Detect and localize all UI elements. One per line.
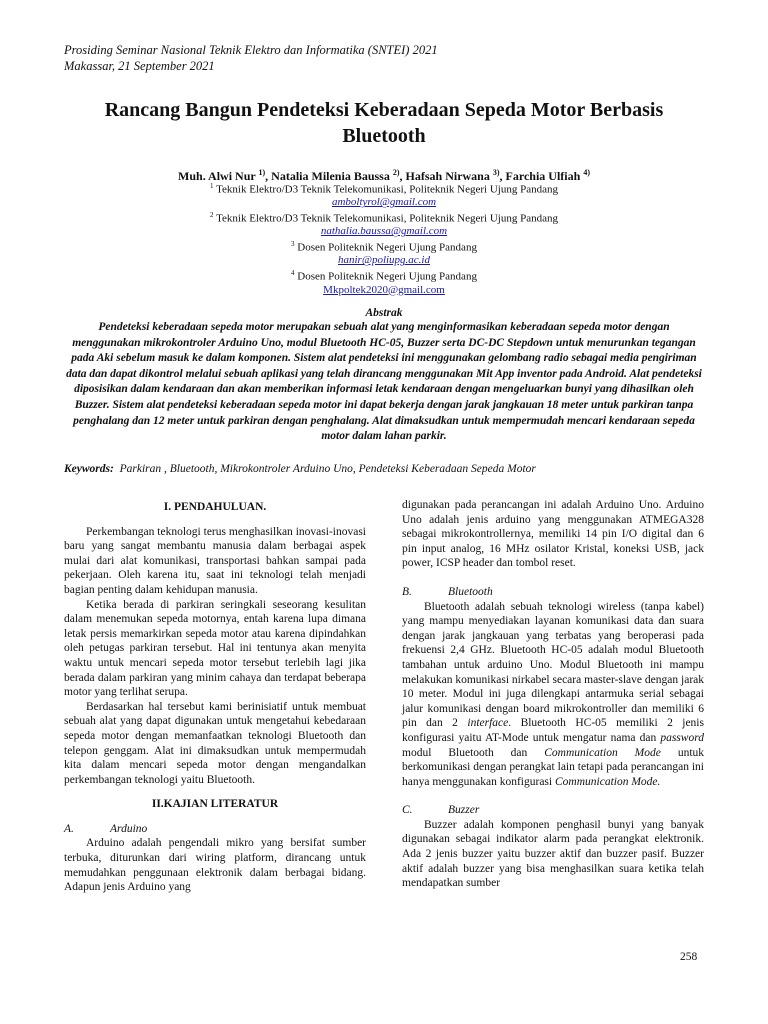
title-line-1: Rancang Bangun Pendeteksi Keberadaan Sepeda Motor Berbasis bbox=[104, 99, 664, 121]
subsection-number: C. bbox=[402, 804, 413, 817]
author-sup: 3) bbox=[492, 168, 500, 177]
paragraph: Perkembangan teknologi terus menghasilkan inovasi-inovasi baru yang sangat membantu manusia dalam berbagai aspek mulai dari alat komunikasi, transportasi bahkan sampai pada pekerjaan. Oleh karena itu, saat ini teknologi telah menjadi bagian penting dalam kehidupan manusia. bbox=[64, 525, 366, 596]
keywords bbox=[64, 462, 704, 477]
affiliation-sup: 1 bbox=[210, 182, 214, 190]
subsection-number: A. bbox=[64, 822, 74, 835]
affiliation-sup: 4 bbox=[291, 269, 295, 278]
subsection-title: Bluetooth bbox=[448, 585, 493, 598]
affiliation-text: Teknik Elektro/D3 Teknik Telekomunikasi, Politeknik Negeri Ujung Pandang bbox=[216, 183, 558, 196]
right-column bbox=[402, 498, 704, 891]
affiliation bbox=[64, 209, 704, 225]
author-sup: 4) bbox=[583, 168, 590, 177]
subsection-heading bbox=[64, 822, 366, 837]
paragraph: Bluetooth adalah sebuah teknologi wireless (tanpa kabel) yang mampu menyediakan layanan komunikasi data dan suara dengan jarak jangkauan yang terbatas yang beroperasi pada frekuensi 2,4 GHz. Bluetooth HC-05 adalah modul Bluetooth tambahan untuk arduino Uno. Modul Bluetooth ini mampu melakukan komunikasi nirkabel secara master-slave dengan jarak 10 meter. Modul ini juga dilengkapi antarmuka serial sebagai jalur komunikasi dengan board mikrokontroller dan memiliki 6 pin dan 2 interface. Bluetooth HC-05 memiliki 2 jenis konfigurasi yaitu AT-Mode untuk mengatur nama dan password modul Bluetooth dan Communication Mode untuk berkomunikasi dengan perangkat lain tetapi pada perancangan ini hanya menggunakan konfigurasi Communication Mode. bbox=[402, 600, 705, 788]
author-email-link[interactable]: nathalia.baussa@gmail.com bbox=[320, 225, 448, 238]
paragraph: Arduino adalah pengendali mikro yang bersifat sumber terbuka, diturunkan dari wiring platform, dirancang untuk memudahkan penggunaan elektronik dalam berbagai bidang. Adapun jenis Arduino yang bbox=[64, 837, 366, 894]
page-number: 258 bbox=[680, 951, 698, 963]
title-line-2: Bluetooth bbox=[342, 125, 426, 147]
left-column bbox=[64, 500, 366, 895]
section-heading: II.KAJIAN LITERATUR bbox=[151, 798, 279, 811]
affiliation bbox=[64, 267, 704, 283]
proceedings-header bbox=[64, 42, 438, 74]
affiliation-sup: 2 bbox=[210, 211, 214, 220]
abstract-heading: Abstrak bbox=[365, 307, 403, 319]
paragraph: Buzzer adalah komponen penghasil bunyi yang banyak digunakan sebagai indikator alarm pada perangkat elektronik. Ada 2 jenis buzzer yaitu buzzer aktif dan buzzer pasif. Buzzer aktif adalah buzzer yang bisa menghasilkan suara ketika telah mendapatkan sumber bbox=[402, 818, 704, 890]
paragraph: Ketika berada di parkiran seringkali seseorang kesulitan dalam menemukan sepeda motornya, entah karena lupa dimana letak persis memarkirkan sepeda motor atau karena dipindahkan oleh petugas parkiran tersebut. Hal ini tentunya akan menyita waktu untuk mencari sepeda motor tersebut terlebih lagi jika berada dalam parkiran yang minim cahaya dan terdapat beberapa motor yang terlihat serupa. bbox=[64, 598, 366, 699]
affiliation-list bbox=[64, 180, 704, 296]
author-email-link[interactable]: Mkpoltek2020@gmail.com bbox=[323, 283, 445, 296]
author-sup: 2) bbox=[392, 168, 400, 177]
affiliation-sup: 3 bbox=[291, 240, 295, 249]
paragraph: Berdasarkan hal tersebut kami berinisiatif untuk membuat sebuah alat yang dapat digunakan untuk mengetahui kebedaraan sepeda motor dengan memanfaatkan teknologi Bluetooth dan telepon genggam. Alat ini dimaksudkan untuk mempermudah kita dalam mencari sepeda motor dengan mengandalkan perkembangan teknologi yaitu Bluetooth. bbox=[64, 700, 366, 786]
author-name: Hafsah Nirwana bbox=[405, 169, 490, 183]
paper-title bbox=[64, 97, 704, 149]
subsection-title: Arduino bbox=[110, 822, 148, 835]
author-sup: 1) bbox=[258, 168, 266, 177]
subsection-number: B. bbox=[402, 585, 412, 598]
affiliation bbox=[64, 180, 704, 196]
affiliation-text: Dosen Politeknik Negeri Ujung Pandang bbox=[297, 241, 477, 254]
section-heading: I. PENDAHULUAN. bbox=[163, 501, 267, 513]
affiliation-text: Dosen Politeknik Negeri Ujung Pandang bbox=[297, 270, 477, 283]
author-name: Farchia Ulfiah bbox=[505, 169, 581, 183]
affiliation bbox=[64, 238, 704, 254]
keywords-label: Keywords: bbox=[64, 463, 114, 475]
paragraph: digunakan pada perancangan ini adalah Arduino Uno. Arduino Uno adalah jenis arduino yang menggunakan ATMEGA328 sebagai mikrokontrollernya, memiliki 14 pin I/O digital dan 6 pin input analog, 16 MHz osilator Kristal, koneksi USB, jack power, ICSP header dan tombol reset. bbox=[402, 499, 704, 570]
subsection-heading bbox=[402, 803, 704, 818]
author-list: Muh. Alwi Nur $^{1)}$, Natalia Milenia Baussa $^{2)}$, Hafsah Nirwana $^{3)}$, Farchia Ulfiah $^{4)}$ bbox=[178, 168, 590, 183]
keywords-text: Parkiran , Bluetooth, Mikrokontroler Arduino Uno, Pendeteksi Keberadaan Sepeda Motor bbox=[119, 463, 536, 475]
subsection-title: Buzzer bbox=[448, 804, 480, 817]
author-email-link[interactable]: amboltyrol@gmail.com bbox=[331, 196, 437, 209]
header-line-2: Makassar, 21 September 2021 bbox=[64, 59, 215, 73]
subsection-heading bbox=[402, 585, 704, 600]
abstract-text: Pendeteksi keberadaan sepeda motor merupakan sebuah alat yang menginformasikan keberadaan sepeda motor dengan menggunakan mikrokontroler Arduino Uno, modul Bluetooth HC-05, Buzzer serta DC-DC Stepdown untuk menurunkan tegangan pada Aki sebelum masuk ke dalam komponen. Sistem alat pendeteksi ini menggunakan gelombang radio sebagai media pengiriman data dan dapat dikontrol melalui sebuah aplikasi yang telah dirancang menggunakan Mit App inventor pada Android. Alat pendeteksi diposisikan dalam kendaraan dan akan memberikan informasi letak kendaraan dengan mengeluarkan bunyi yang dihasilkan oleh Buzzer. Sistem alat pendeteksi keberadaan sepeda motor ini dapat bekerja dengan jarak jangkauan 18 meter untuk parkiran tanpa penghalang dan 12 meter untuk parkiran dengan penghalang. Alat dimaksudkan untuk mempermudah mencari kendaraan sepeda motor dalam lahan parkir. bbox=[66, 321, 702, 443]
author-name: Muh. Alwi Nur bbox=[178, 169, 256, 183]
affiliation-text: Teknik Elektro/D3 Teknik Telekomunikasi, Politeknik Negeri Ujung Pandang bbox=[216, 212, 558, 225]
author-name: Natalia Milenia Baussa bbox=[271, 169, 390, 183]
author-email-link[interactable]: hanir@poliupg.ac.id bbox=[337, 254, 430, 267]
header-line-1: Prosiding Seminar Nasional Teknik Elektro dan Informatika (SNTEI) 2021 bbox=[64, 43, 438, 57]
